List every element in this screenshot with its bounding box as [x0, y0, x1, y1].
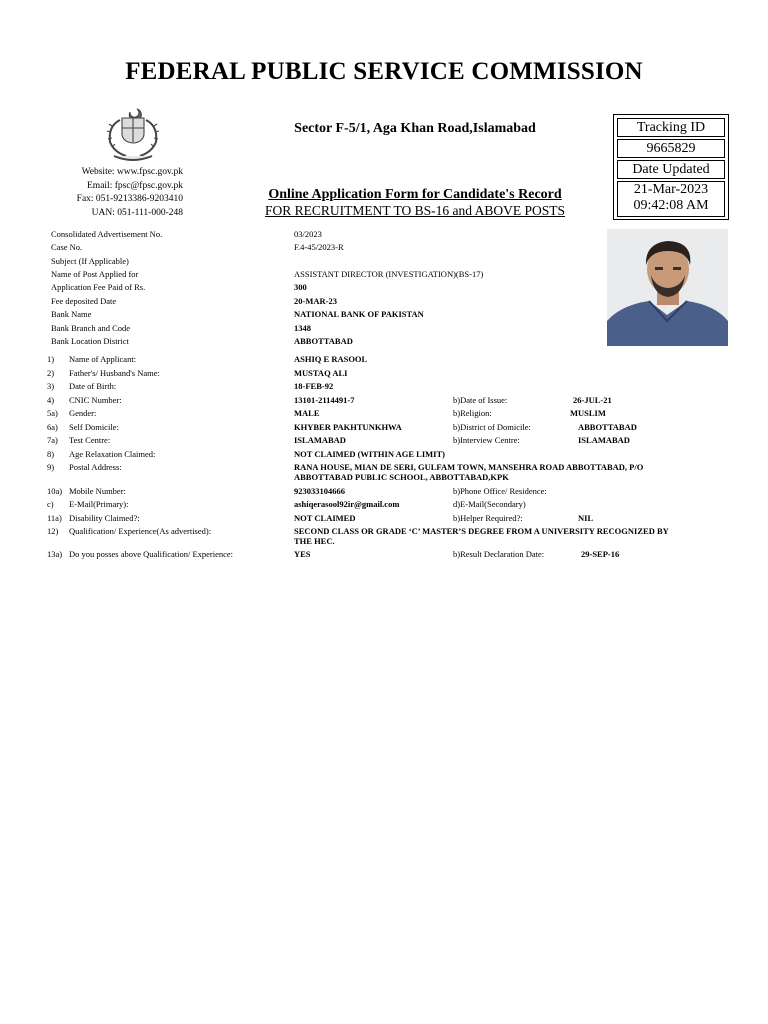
applicant-photo: [607, 229, 728, 346]
dob-value: 18-FEB-92: [294, 381, 334, 391]
field-number: 5a): [47, 408, 58, 418]
field-number: c): [47, 499, 54, 509]
post-label: Name of Post Applied for: [51, 269, 139, 279]
field-number: 6a): [47, 422, 58, 432]
cnic-issue-value: 26-JUL-21: [573, 395, 612, 405]
cnic-label: CNIC Number:: [69, 395, 122, 405]
qualification-label: Qualification/ Experience(As advertised):: [69, 526, 212, 536]
bank-branch-value: 1348: [294, 323, 311, 333]
post-value: ASSISTANT DIRECTOR (INVESTIGATION)(BS-17): [294, 269, 484, 279]
applicant-name-label: Name of Applicant:: [69, 354, 137, 364]
bank-branch-label: Bank Branch and Code: [51, 323, 131, 333]
tracking-box: [613, 114, 729, 220]
postal-address-line1: RANA HOUSE, MIAN DE SERI, GULFAM TOWN, MANSEHRA ROAD ABBOTTABAD, P/O: [294, 462, 644, 472]
postal-address-label: Postal Address:: [69, 462, 122, 472]
helper-label: b)Helper Required?:: [453, 513, 523, 523]
disability-value: NOT CLAIMED: [294, 513, 356, 523]
page-title: FEDERAL PUBLIC SERVICE COMMISSION: [125, 58, 643, 85]
field-number: 13a): [47, 549, 63, 559]
qualification-line2: THE HEC.: [294, 536, 335, 546]
self-domicile-value: KHYBER PAKHTUNKHWA: [294, 422, 402, 432]
fax-text: Fax: 051-9213386-9203410: [76, 194, 183, 204]
date-value: 21-Mar-2023: [633, 182, 709, 197]
form-subtitle: FOR RECRUITMENT TO BS-16 and ABOVE POSTS: [264, 203, 566, 218]
field-number: 1): [47, 354, 55, 364]
disability-label: Disability Claimed?:: [69, 513, 140, 523]
religion-value: MUSLIM: [570, 408, 606, 418]
cnic-issue-label: b)Date of Issue:: [453, 395, 508, 405]
field-number: 8): [47, 449, 55, 459]
interview-centre-value: ISLAMABAD: [578, 435, 630, 445]
field-number: 4): [47, 395, 55, 405]
gender-value: MALE: [294, 408, 320, 418]
advert-no-value: 03/2023: [294, 229, 322, 239]
postal-address-line2: ABBOTTABAD PUBLIC SCHOOL, ABBOTTABAD,KPK: [294, 472, 509, 482]
email-text: Email: fpsc@fpsc.gov.pk: [87, 180, 183, 191]
applicant-name-value: ASHIQ E RASOOL: [294, 354, 368, 364]
field-number: 10a): [47, 486, 63, 496]
test-centre-label: Test Centre:: [69, 435, 111, 445]
bank-district-label: Bank Location District: [51, 336, 129, 346]
mobile-value: 923033104666: [294, 486, 345, 496]
email-secondary-label: d)E-Mail(Secondary): [453, 499, 526, 509]
website-text: Website: www.fpsc.gov.pk: [81, 167, 183, 177]
field-number: 7a): [47, 435, 58, 445]
email-primary-value: ashiqerasool92ir@gmail.com: [294, 499, 400, 509]
subject-label: Subject (If Applicable): [51, 256, 129, 266]
form-title: Online Application Form for Candidate's Record: [268, 187, 562, 202]
contact-info: [40, 166, 183, 220]
cnic-value: 13101-2114491-7: [294, 395, 355, 405]
bank-name-label: Bank Name: [51, 309, 92, 319]
fee-label: Application Fee Paid of Rs.: [51, 282, 146, 292]
bank-name-value: NATIONAL BANK OF PAKISTAN: [294, 309, 424, 319]
mobile-label: Mobile Number:: [69, 486, 126, 496]
field-number: 12): [47, 526, 59, 536]
tracking-id-value: 9665829: [617, 139, 725, 158]
possess-qualification-label: Do you posses above Qualification/ Experience:: [69, 549, 234, 559]
fee-value: 300: [294, 282, 307, 292]
commission-address: Sector F-5/1, Aga Khan Road,Islamabad: [294, 121, 536, 136]
fee-date-value: 20-MAR-23: [294, 296, 337, 306]
email-primary-label: E-Mail(Primary):: [69, 499, 129, 509]
field-number: 2): [47, 368, 55, 378]
date-updated-value: [617, 181, 725, 217]
result-date-value: 29-SEP-16: [581, 549, 620, 559]
possess-qualification-value: YES: [294, 549, 311, 559]
age-relaxation-value: NOT CLAIMED (WITHIN AGE LIMIT): [294, 449, 445, 459]
uan-text: UAN: 051-111-000-248: [91, 207, 183, 218]
father-name-value: MUSTAQ ALI: [294, 368, 348, 378]
age-relaxation-label: Age Relaxation Claimed:: [69, 449, 156, 459]
father-name-label: Father's/ Husband's Name:: [69, 368, 160, 378]
field-number: 3): [47, 381, 55, 391]
field-number: 9): [47, 462, 55, 472]
dob-label: Date of Birth:: [69, 381, 117, 391]
government-emblem-icon: [100, 106, 166, 166]
test-centre-value: ISLAMABAD: [294, 435, 346, 445]
qualification-line1: SECOND CLASS OR GRADE ‘C’ MASTER’S DEGREE FROM A UNIVERSITY RECOGNIZED BY: [294, 526, 669, 536]
result-date-label: b)Result Declaration Date:: [453, 549, 545, 559]
helper-value: NIL: [578, 513, 594, 523]
advert-no-label: Consolidated Advertisement No.: [51, 229, 163, 239]
district-domicile-label: b)District of Domicile:: [453, 422, 531, 432]
case-no-value: F.4-45/2023-R: [294, 242, 344, 252]
self-domicile-label: Self Domicile:: [69, 422, 119, 432]
case-no-label: Case No.: [51, 242, 83, 252]
tracking-id-label: Tracking ID: [617, 118, 725, 137]
fee-date-label: Fee deposited Date: [51, 296, 117, 306]
time-value: 09:42:08 AM: [633, 198, 709, 213]
district-domicile-value: ABBOTTABAD: [578, 422, 637, 432]
field-number: 11a): [47, 513, 62, 523]
date-updated-label: Date Updated: [617, 160, 725, 179]
gender-label: Gender:: [69, 408, 97, 418]
bank-district-value: ABBOTTABAD: [294, 336, 353, 346]
religion-label: b)Religion:: [453, 408, 492, 418]
interview-centre-label: b)Interview Centre:: [453, 435, 520, 445]
phone-office-label: b)Phone Office/ Residence:: [453, 486, 547, 496]
